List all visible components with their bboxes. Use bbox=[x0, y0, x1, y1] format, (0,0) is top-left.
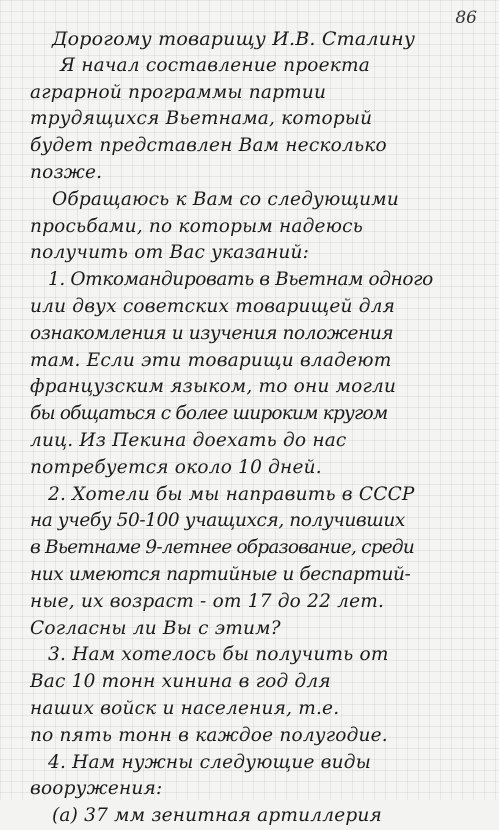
letter-line: или двух советских товарищей для bbox=[30, 295, 396, 317]
letter-line: получить от Вас указаний: bbox=[30, 242, 310, 264]
letter-line: 3. Нам хотелось бы получить от bbox=[48, 644, 389, 666]
letter-line: ознакомления и изучения положения bbox=[30, 322, 394, 344]
letter-line: 1. Откомандировать в Вьетнам одного bbox=[48, 269, 433, 291]
letter-line: Я начал составление проекта bbox=[60, 54, 370, 76]
letter-line: в Вьетнаме 9-летнее образование, среди bbox=[30, 537, 414, 559]
letter-line: них имеются партийные и беспартий- bbox=[30, 563, 411, 585]
letter-line: ные, их возраст - от 17 до 22 лет. bbox=[30, 590, 385, 612]
letter-line: трудящихся Вьетнама, который bbox=[30, 108, 373, 130]
letter-line: Обращаюсь к Вам со следующими bbox=[52, 188, 399, 210]
letter-line: французским языком, то они могли bbox=[30, 376, 397, 398]
letter-line: Вас 10 тонн хинина в год для bbox=[30, 671, 331, 693]
letter-line: будет представлен Вам несколько bbox=[30, 135, 387, 157]
letter-line: наших войск и населения, т.е. bbox=[30, 697, 340, 719]
letter-line: Согласны ли Вы с этим? bbox=[30, 617, 281, 639]
letter-line: аграрной программы партии bbox=[30, 81, 327, 103]
letter-line: 2. Хотели бы мы направить в СССР bbox=[48, 483, 415, 505]
handwritten-letter bbox=[30, 26, 478, 830]
letter-line: (а) 37 мм зенитная артиллерия bbox=[52, 805, 382, 827]
letter-line: по пять тонн в каждое полугодие. bbox=[30, 724, 388, 746]
page-number: 86 bbox=[455, 8, 477, 28]
letter-line: вооружения: bbox=[30, 778, 163, 800]
letter-line: 4. Нам нужны следующие виды bbox=[48, 751, 371, 773]
letter-line: лиц. Из Пекина доехать до нас bbox=[30, 429, 347, 451]
letter-line: позже. bbox=[30, 161, 103, 183]
letter-salutation: Дорогому товарищу И.В. Сталину bbox=[52, 28, 416, 50]
letter-line: бы общаться с более широким кругом bbox=[30, 403, 388, 425]
letter-line: потребуется около 10 дней. bbox=[30, 456, 322, 478]
letter-line: на учебу 50-100 учащихся, получивших bbox=[30, 510, 405, 532]
letter-line: там. Если эти товарищи владеют bbox=[30, 349, 392, 371]
letter-line: просьбами, по которым надеюсь bbox=[30, 215, 364, 237]
